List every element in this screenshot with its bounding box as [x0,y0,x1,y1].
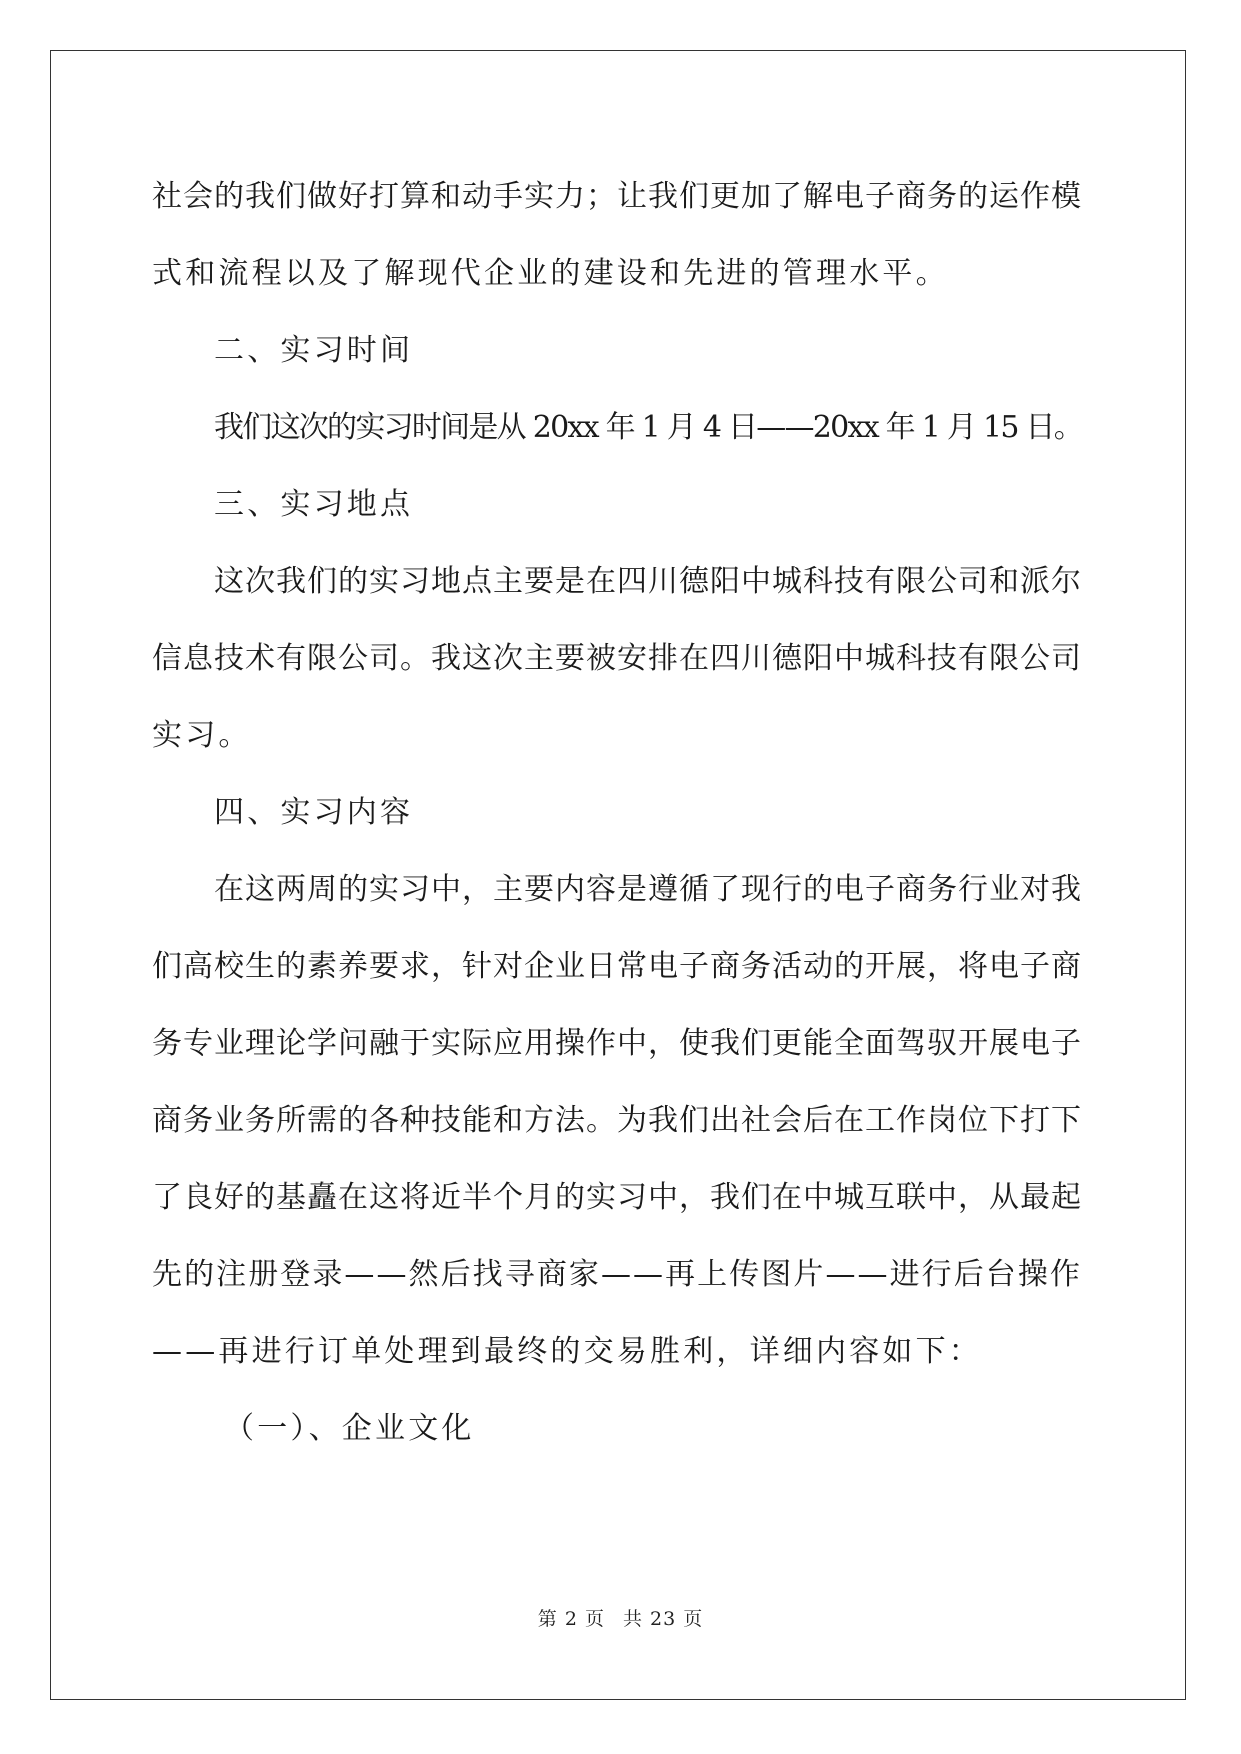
heading-text: （一）、企业文化 [224,1411,475,1446]
section-heading [152,774,1082,851]
text-line [152,1159,1082,1236]
section-heading [152,466,1082,543]
line-text: 式和流程以及了解现代企业的建设和先进的管理水平。 [152,256,949,291]
line-text: ——再进行订单处理到最终的交易胜利，详细内容如下： [152,1334,982,1369]
subsection-heading [152,1390,1082,1467]
section-heading [152,312,1082,389]
text-line [152,697,1082,774]
text-line [152,620,1082,697]
heading-text: 三、实习地点 [214,487,414,522]
text-line [152,158,1082,235]
line-text: 了良好的基矗在这将近半个月的实习中，我们在中城互联中，从最起 [152,1180,1082,1215]
text-line [152,543,1082,620]
line-text: 社会的我们做好打算和动手实力；让我们更加了解电子商务的运作模 [152,179,1082,214]
text-line [152,1082,1082,1159]
document-body [152,158,1082,1467]
heading-text: 二、实习时间 [214,333,414,368]
text-line [152,235,1082,312]
line-text: 商务业务所需的各种技能和方法。为我们出社会后在工作岗位下打下 [152,1103,1082,1138]
text-line [152,1313,1082,1390]
text-line [152,851,1082,928]
line-text: 我们这次的实习时间是从 20xx 年 1 月 4 日——20xx 年 1 月 15 日。 [214,410,1082,445]
heading-text: 四、实习内容 [214,795,414,830]
line-text: 实习。 [152,718,252,753]
line-text: 们高校生的素养要求，针对企业日常电子商务活动的开展，将电子商 [152,949,1082,984]
text-line [152,928,1082,1005]
text-line [152,1236,1082,1313]
line-text: 信息技术有限公司。我这次主要被安排在四川德阳中城科技有限公司 [152,641,1082,676]
line-text: 先的注册登录——然后找寻商家——再上传图片——进行后台操作 [152,1257,1082,1292]
line-text: 这次我们的实习地点主要是在四川德阳中城科技有限公司和派尔 [214,564,1082,599]
text-line [152,389,1082,466]
line-text: 务专业理论学问融于实际应用操作中，使我们更能全面驾驭开展电子 [152,1026,1082,1061]
page-total: 共 23 页 [622,1608,704,1630]
text-line [152,1005,1082,1082]
page-number: 第 2 页 [537,1608,605,1630]
line-text: 在这两周的实习中，主要内容是遵循了现行的电子商务行业对我 [214,872,1082,907]
page-footer [0,1604,1241,1631]
